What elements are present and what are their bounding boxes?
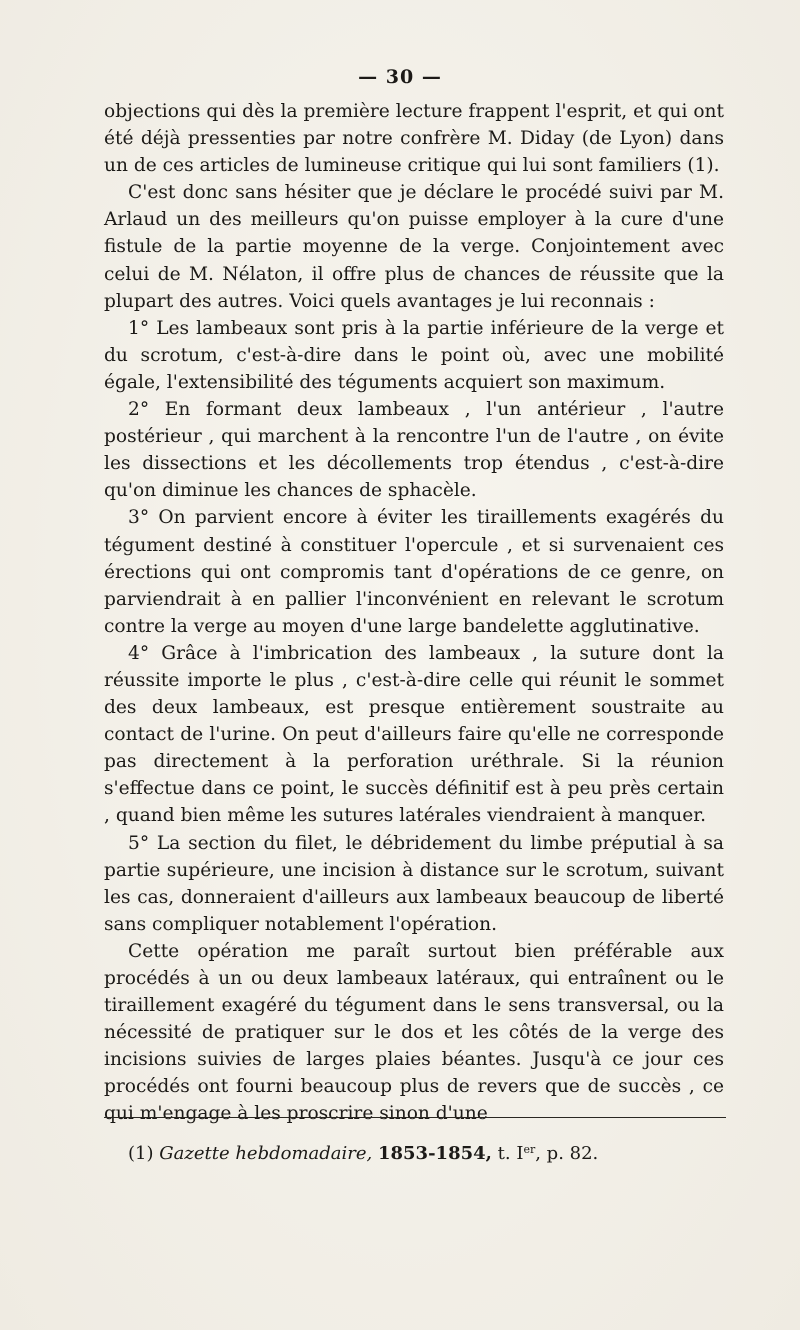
footnote: [128, 1142, 598, 1166]
page-number: — 30 —: [358, 66, 442, 88]
footnote-page-ref: , p. 82.: [535, 1143, 599, 1164]
paragraph-intro: C'est donc sans hésiter que je déclare le procédé suivi par M. Arlaud un des meilleurs qu'on puisse employer à la cure d'une fistule de la partie moyenne de la verge. Conjointement avec celui de M. Nélaton, il offre plus de chances de réussite que la plupart des autres. Voici quels avantages je lui reconnais :: [104, 182, 724, 312]
footnote-divider: [104, 1117, 726, 1118]
paragraph-point-2: 2° En formant deux lambeaux , l'un antérieur , l'autre postérieur , qui marchent à la rencontre l'un de l'autre , on évite les dissections et les décollements trop étendus , c'est-à-dire qu'on diminue les chances de sphacèle.: [104, 399, 724, 502]
footnote-tome-sup: er: [523, 1143, 536, 1156]
paragraph-conclusion: Cette opération me paraît surtout bien préférable aux procédés à un ou deux lambeaux latéraux, qui entraînent ou le tiraillement exagéré du tégument dans le sens transversal, ou la nécessité de pratiquer sur le dos et les côtés de la verge des incisions suivies de larges plaies béantes. Jusqu'à ce jour ces procédés ont fourni beaucoup plus de revers que de succès , ce qui m'engage à les proscrire sinon d'une: [104, 940, 724, 1125]
footnote-journal: Gazette hebdomadaire,: [159, 1143, 373, 1164]
body-text: [104, 98, 724, 1128]
paragraph-point-5: 5° La section du filet, le débridement du limbe préputial à sa partie supérieure, une incision à distance sur le scrotum, suivant les cas, donneraient d'ailleurs aux lambeaux beaucoup de liberté sans compliquer notablement l'opération.: [104, 832, 724, 935]
footnote-tome: t. I: [497, 1143, 524, 1164]
paragraph-point-1: 1° Les lambeaux sont pris à la partie inférieure de la verge et du scrotum, c'est-à-dire dans le point où, avec une mobilité égale, l'extensibilité des téguments acquiert son maximum.: [104, 317, 724, 393]
paragraph-continuation: objections qui dès la première lecture frappent l'esprit, et qui ont été déjà pressenties par notre confrère M. Diday (de Lyon) dans un de ces articles de lumineuse critique qui lui sont familiers (1).: [104, 101, 724, 177]
paragraph-point-3: 3° On parvient encore à éviter les tiraillements exagérés du tégument destiné à constituer l'opercule , et si survenaient ces érections qui ont compromis tant d'opérations de ce genre, on parviendrait à en pallier l'inconvénient en relevant le scrotum contre la verge au moyen d'une large bandelette agglutinative.: [104, 507, 724, 637]
footnote-marker: (1): [128, 1143, 154, 1164]
paragraph-point-4: 4° Grâce à l'imbrication des lambeaux , la suture dont la réussite importe le plus , c'est-à-dire celle qui réunit le sommet des deux lambeaux, est presque entièrement soustraite au contact de l'urine. On peut d'ailleurs faire qu'elle ne corresponde pas directement à la perforation uréthrale. Si la réunion s'effectue dans ce point, le succès définitif est à peu près certain , quand bien même les sutures latérales viendraient à manquer.: [104, 642, 724, 827]
footnote-years: 1853-1854,: [377, 1143, 492, 1164]
